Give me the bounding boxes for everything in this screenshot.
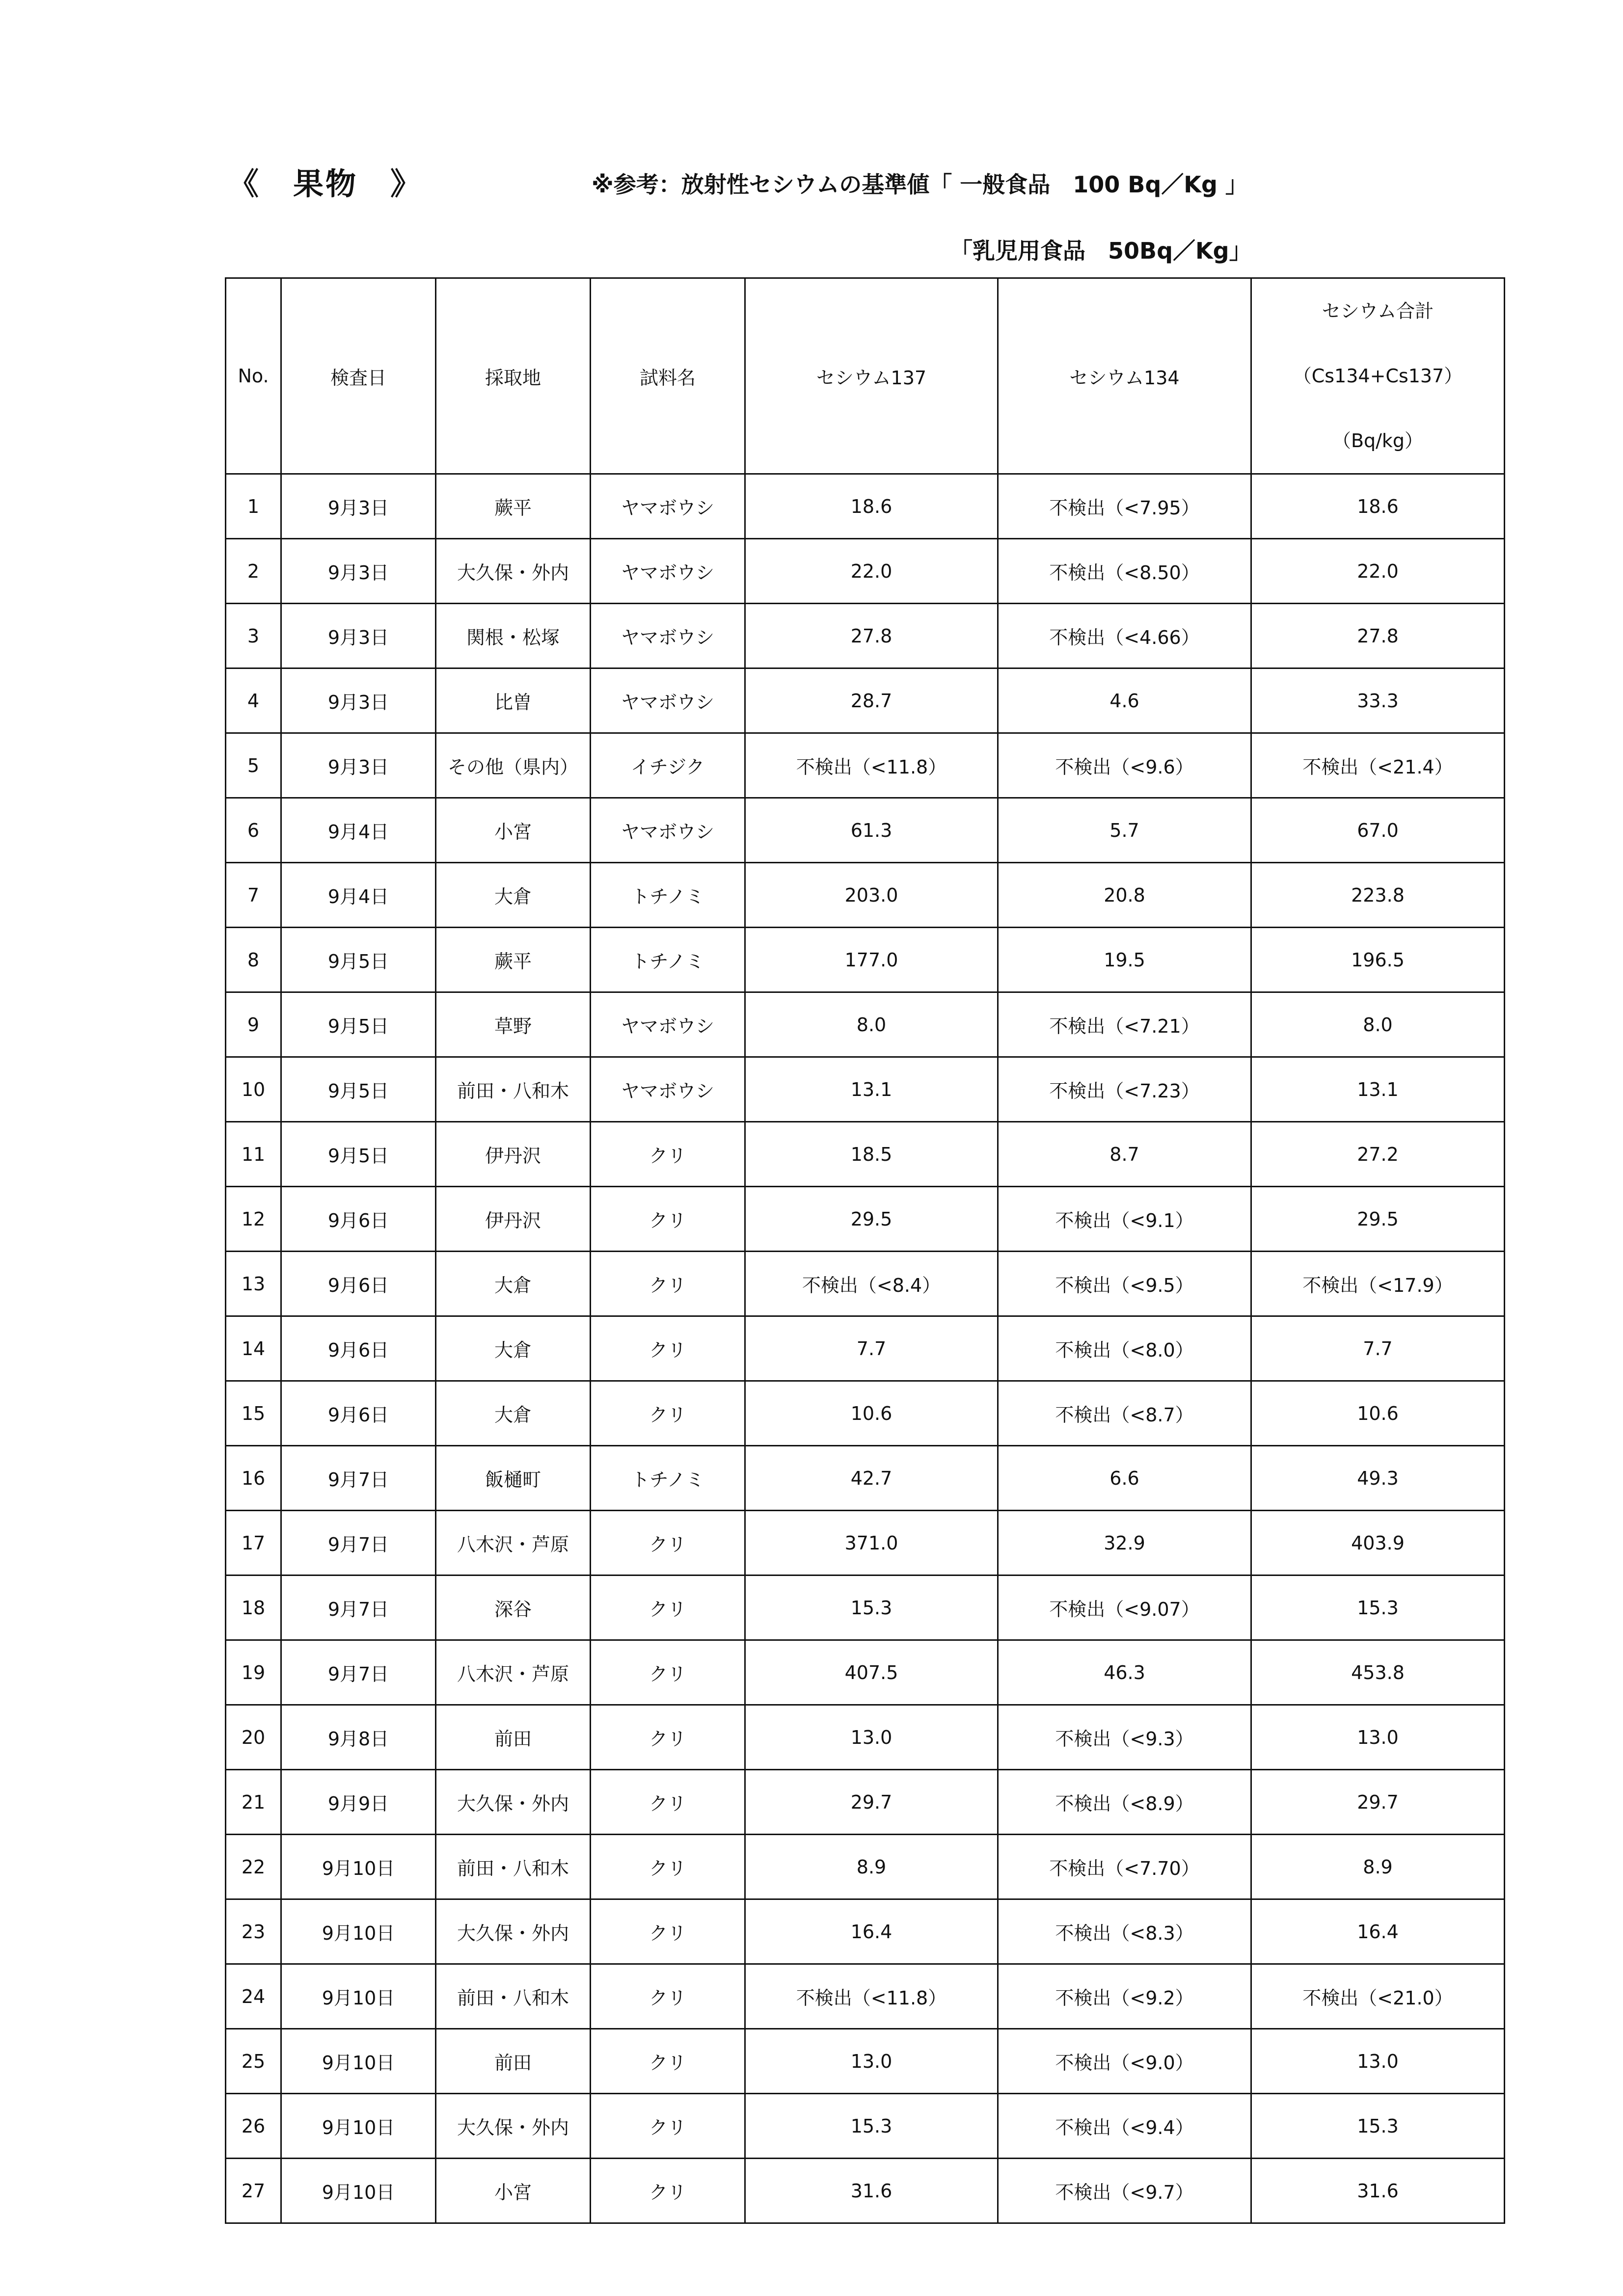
cell-date: 9月3日 bbox=[281, 604, 436, 668]
reference-limit-general: ※参考：放射性セシウムの基準値「 一般食品 100 Bq／Kg 」 bbox=[592, 171, 1248, 198]
cell-cs134: 6.6 bbox=[998, 1446, 1251, 1511]
cell-place: 大久保・外内 bbox=[436, 1770, 591, 1835]
cell-total: 33.3 bbox=[1251, 668, 1505, 733]
cell-sample: ヤマボウシ bbox=[591, 474, 745, 539]
cell-cs134: 不検出（<7.95） bbox=[998, 474, 1251, 539]
cell-no: 17 bbox=[226, 1511, 281, 1575]
cell-no: 1 bbox=[226, 474, 281, 539]
cell-no: 27 bbox=[226, 2159, 281, 2223]
cell-cs137: 7.7 bbox=[745, 1316, 998, 1381]
cell-total: 31.6 bbox=[1251, 2159, 1505, 2223]
table-row bbox=[226, 733, 1505, 798]
cell-total: 403.9 bbox=[1251, 1511, 1505, 1575]
table-row bbox=[226, 1705, 1505, 1770]
cell-no: 3 bbox=[226, 604, 281, 668]
cell-cs134: 不検出（<8.9） bbox=[998, 1770, 1251, 1835]
cell-date: 9月4日 bbox=[281, 798, 436, 863]
cell-total: 不検出（<21.0） bbox=[1251, 1964, 1505, 2029]
cesium-results-table bbox=[225, 277, 1505, 2224]
cell-cs137: 177.0 bbox=[745, 928, 998, 992]
table-row bbox=[226, 798, 1505, 863]
table-row bbox=[226, 539, 1505, 604]
header-sample: 試料名 bbox=[591, 278, 745, 474]
cell-place: 大久保・外内 bbox=[436, 539, 591, 604]
cell-total: 不検出（<17.9） bbox=[1251, 1252, 1505, 1316]
table-row bbox=[226, 1770, 1505, 1835]
cell-place: 大倉 bbox=[436, 1252, 591, 1316]
cell-cs137: 61.3 bbox=[745, 798, 998, 863]
cell-no: 5 bbox=[226, 733, 281, 798]
cell-sample: クリ bbox=[591, 1705, 745, 1770]
cell-date: 9月6日 bbox=[281, 1187, 436, 1252]
cell-place: 大倉 bbox=[436, 1316, 591, 1381]
table-row bbox=[226, 1835, 1505, 1899]
header-no: No. bbox=[226, 278, 281, 474]
header-date: 検査日 bbox=[281, 278, 436, 474]
cell-place: 前田 bbox=[436, 2029, 591, 2094]
cell-cs137: 不検出（<11.8） bbox=[745, 1964, 998, 2029]
table-row bbox=[226, 1252, 1505, 1316]
cell-no: 13 bbox=[226, 1252, 281, 1316]
cell-date: 9月3日 bbox=[281, 539, 436, 604]
cell-place: 伊丹沢 bbox=[436, 1187, 591, 1252]
cell-total: 15.3 bbox=[1251, 2094, 1505, 2159]
cell-total: 27.2 bbox=[1251, 1122, 1505, 1187]
cell-cs134: 不検出（<8.7） bbox=[998, 1381, 1251, 1446]
table-row bbox=[226, 1316, 1505, 1381]
cell-total: 7.7 bbox=[1251, 1316, 1505, 1381]
cell-no: 26 bbox=[226, 2094, 281, 2159]
cell-date: 9月5日 bbox=[281, 992, 436, 1057]
header-total-formula: （Cs134+Cs137） bbox=[1293, 365, 1463, 387]
cell-cs134: 19.5 bbox=[998, 928, 1251, 992]
cell-total: 13.1 bbox=[1251, 1057, 1505, 1122]
cell-cs134: 不検出（<9.2） bbox=[998, 1964, 1251, 2029]
cell-total: 13.0 bbox=[1251, 1705, 1505, 1770]
cell-cs134: 不検出（<8.0） bbox=[998, 1316, 1251, 1381]
cell-sample: クリ bbox=[591, 1122, 745, 1187]
cell-no: 25 bbox=[226, 2029, 281, 2094]
cell-cs134: 不検出（<9.4） bbox=[998, 2094, 1251, 2159]
cell-total: 16.4 bbox=[1251, 1899, 1505, 1964]
page-title: 《 果物 》 bbox=[228, 166, 423, 202]
cell-cs137: 22.0 bbox=[745, 539, 998, 604]
cell-place: 八木沢・芦原 bbox=[436, 1511, 591, 1575]
table-row bbox=[226, 1187, 1505, 1252]
cell-place: 八木沢・芦原 bbox=[436, 1640, 591, 1705]
cell-no: 6 bbox=[226, 798, 281, 863]
cell-place: 大久保・外内 bbox=[436, 1899, 591, 1964]
cell-cs134: 46.3 bbox=[998, 1640, 1251, 1705]
cell-date: 9月10日 bbox=[281, 2029, 436, 2094]
cell-sample: ヤマボウシ bbox=[591, 539, 745, 604]
cell-no: 21 bbox=[226, 1770, 281, 1835]
cell-place: 前田・八和木 bbox=[436, 1057, 591, 1122]
cell-sample: クリ bbox=[591, 1899, 745, 1964]
cell-sample: クリ bbox=[591, 2094, 745, 2159]
cell-date: 9月6日 bbox=[281, 1316, 436, 1381]
cell-total: 13.0 bbox=[1251, 2029, 1505, 2094]
cell-sample: クリ bbox=[591, 1575, 745, 1640]
cell-no: 22 bbox=[226, 1835, 281, 1899]
cell-cs134: 不検出（<9.7） bbox=[998, 2159, 1251, 2223]
cell-no: 9 bbox=[226, 992, 281, 1057]
header-place: 採取地 bbox=[436, 278, 591, 474]
cell-place: 蕨平 bbox=[436, 928, 591, 992]
cell-place: その他（県内） bbox=[436, 733, 591, 798]
table-row bbox=[226, 1511, 1505, 1575]
cell-place: 大久保・外内 bbox=[436, 2094, 591, 2159]
cell-sample: クリ bbox=[591, 1770, 745, 1835]
table-row bbox=[226, 1446, 1505, 1511]
cell-date: 9月6日 bbox=[281, 1252, 436, 1316]
cell-cs137: 29.5 bbox=[745, 1187, 998, 1252]
cell-total: 49.3 bbox=[1251, 1446, 1505, 1511]
cell-date: 9月5日 bbox=[281, 1122, 436, 1187]
table-row bbox=[226, 1575, 1505, 1640]
table-row bbox=[226, 2159, 1505, 2223]
cell-date: 9月10日 bbox=[281, 2159, 436, 2223]
cell-date: 9月10日 bbox=[281, 1899, 436, 1964]
cell-cs137: 29.7 bbox=[745, 1770, 998, 1835]
cell-date: 9月6日 bbox=[281, 1381, 436, 1446]
cell-sample: クリ bbox=[591, 1835, 745, 1899]
cell-place: 前田・八和木 bbox=[436, 1964, 591, 2029]
cell-date: 9月10日 bbox=[281, 1835, 436, 1899]
cell-no: 14 bbox=[226, 1316, 281, 1381]
cell-no: 8 bbox=[226, 928, 281, 992]
cell-date: 9月3日 bbox=[281, 733, 436, 798]
cell-cs137: 407.5 bbox=[745, 1640, 998, 1705]
cell-cs137: 10.6 bbox=[745, 1381, 998, 1446]
cell-no: 7 bbox=[226, 863, 281, 928]
cell-cs134: 不検出（<9.5） bbox=[998, 1252, 1251, 1316]
cell-date: 9月7日 bbox=[281, 1575, 436, 1640]
cell-total: 453.8 bbox=[1251, 1640, 1505, 1705]
cell-place: 深谷 bbox=[436, 1575, 591, 1640]
cell-cs137: 13.1 bbox=[745, 1057, 998, 1122]
cell-date: 9月5日 bbox=[281, 928, 436, 992]
cell-sample: クリ bbox=[591, 1640, 745, 1705]
cell-cs134: 不検出（<7.23） bbox=[998, 1057, 1251, 1122]
cell-sample: クリ bbox=[591, 1252, 745, 1316]
cell-cs137: 203.0 bbox=[745, 863, 998, 928]
table-row bbox=[226, 992, 1505, 1057]
cell-cs137: 18.5 bbox=[745, 1122, 998, 1187]
cell-cs137: 15.3 bbox=[745, 1575, 998, 1640]
header-total bbox=[1251, 278, 1505, 474]
cell-cs134: 不検出（<7.21） bbox=[998, 992, 1251, 1057]
cell-sample: クリ bbox=[591, 2029, 745, 2094]
cell-date: 9月3日 bbox=[281, 668, 436, 733]
cell-sample: ヤマボウシ bbox=[591, 604, 745, 668]
cell-total: 223.8 bbox=[1251, 863, 1505, 928]
table-row bbox=[226, 1057, 1505, 1122]
cell-cs134: 不検出（<8.3） bbox=[998, 1899, 1251, 1964]
cell-total: 67.0 bbox=[1251, 798, 1505, 863]
header-cs134: セシウム134 bbox=[998, 278, 1251, 474]
table-row bbox=[226, 668, 1505, 733]
cell-sample: トチノミ bbox=[591, 928, 745, 992]
cell-cs137: 18.6 bbox=[745, 474, 998, 539]
cell-sample: クリ bbox=[591, 1511, 745, 1575]
table-row bbox=[226, 863, 1505, 928]
cell-cs137: 15.3 bbox=[745, 2094, 998, 2159]
cell-no: 18 bbox=[226, 1575, 281, 1640]
cell-date: 9月10日 bbox=[281, 1964, 436, 2029]
cell-no: 10 bbox=[226, 1057, 281, 1122]
header-row bbox=[226, 278, 1505, 474]
cell-cs137: 8.9 bbox=[745, 1835, 998, 1899]
cell-place: 関根・松塚 bbox=[436, 604, 591, 668]
cell-no: 4 bbox=[226, 668, 281, 733]
cell-total: 196.5 bbox=[1251, 928, 1505, 992]
table-row bbox=[226, 1964, 1505, 2029]
cell-date: 9月7日 bbox=[281, 1446, 436, 1511]
cell-sample: イチジク bbox=[591, 733, 745, 798]
cell-cs134: 20.8 bbox=[998, 863, 1251, 928]
cell-total: 8.0 bbox=[1251, 992, 1505, 1057]
cell-cs134: 4.6 bbox=[998, 668, 1251, 733]
cell-cs137: 42.7 bbox=[745, 1446, 998, 1511]
cell-total: 29.5 bbox=[1251, 1187, 1505, 1252]
cell-cs137: 27.8 bbox=[745, 604, 998, 668]
table-row bbox=[226, 2094, 1505, 2159]
cell-sample: クリ bbox=[591, 1316, 745, 1381]
cell-date: 9月7日 bbox=[281, 1511, 436, 1575]
cell-sample: クリ bbox=[591, 2159, 745, 2223]
cell-no: 12 bbox=[226, 1187, 281, 1252]
cell-date: 9月3日 bbox=[281, 474, 436, 539]
cell-cs134: 不検出（<9.07） bbox=[998, 1575, 1251, 1640]
cell-no: 16 bbox=[226, 1446, 281, 1511]
cell-sample: ヤマボウシ bbox=[591, 992, 745, 1057]
cell-no: 2 bbox=[226, 539, 281, 604]
cell-total: 10.6 bbox=[1251, 1381, 1505, 1446]
cell-cs134: 32.9 bbox=[998, 1511, 1251, 1575]
table-row bbox=[226, 1899, 1505, 1964]
cell-cs137: 13.0 bbox=[745, 1705, 998, 1770]
cell-place: 前田 bbox=[436, 1705, 591, 1770]
cell-cs134: 不検出（<8.50） bbox=[998, 539, 1251, 604]
cell-date: 9月8日 bbox=[281, 1705, 436, 1770]
cell-cs137: 13.0 bbox=[745, 2029, 998, 2094]
header-total-unit: （Bq/kg） bbox=[1332, 430, 1424, 452]
cell-place: 大倉 bbox=[436, 863, 591, 928]
cell-place: 前田・八和木 bbox=[436, 1835, 591, 1899]
cell-cs137: 371.0 bbox=[745, 1511, 998, 1575]
cell-cs134: 8.7 bbox=[998, 1122, 1251, 1187]
cell-cs137: 28.7 bbox=[745, 668, 998, 733]
cell-place: 伊丹沢 bbox=[436, 1122, 591, 1187]
table-row bbox=[226, 474, 1505, 539]
cell-total: 29.7 bbox=[1251, 1770, 1505, 1835]
cell-place: 大倉 bbox=[436, 1381, 591, 1446]
cell-cs137: 不検出（<8.4） bbox=[745, 1252, 998, 1316]
header-cs137: セシウム137 bbox=[745, 278, 998, 474]
cell-date: 9月10日 bbox=[281, 2094, 436, 2159]
cell-cs134: 不検出（<9.3） bbox=[998, 1705, 1251, 1770]
cell-cs134: 不検出（<9.1） bbox=[998, 1187, 1251, 1252]
cell-no: 19 bbox=[226, 1640, 281, 1705]
cell-place: 小宮 bbox=[436, 798, 591, 863]
table-row bbox=[226, 2029, 1505, 2094]
cell-no: 24 bbox=[226, 1964, 281, 2029]
cell-cs134: 不検出（<4.66） bbox=[998, 604, 1251, 668]
cell-total: 27.8 bbox=[1251, 604, 1505, 668]
header-total-label: セシウム合計 bbox=[1322, 300, 1434, 322]
cell-sample: クリ bbox=[591, 1381, 745, 1446]
table-row bbox=[226, 604, 1505, 668]
cell-place: 飯樋町 bbox=[436, 1446, 591, 1511]
table-row bbox=[226, 1381, 1505, 1446]
cell-date: 9月9日 bbox=[281, 1770, 436, 1835]
cell-total: 15.3 bbox=[1251, 1575, 1505, 1640]
cell-cs134: 不検出（<9.6） bbox=[998, 733, 1251, 798]
cell-total: 不検出（<21.4） bbox=[1251, 733, 1505, 798]
cell-cs134: 不検出（<9.0） bbox=[998, 2029, 1251, 2094]
cell-sample: トチノミ bbox=[591, 863, 745, 928]
cell-cs134: 不検出（<7.70） bbox=[998, 1835, 1251, 1899]
cell-date: 9月7日 bbox=[281, 1640, 436, 1705]
cell-no: 23 bbox=[226, 1899, 281, 1964]
cell-total: 8.9 bbox=[1251, 1835, 1505, 1899]
cell-cs137: 31.6 bbox=[745, 2159, 998, 2223]
cell-date: 9月5日 bbox=[281, 1057, 436, 1122]
cell-sample: ヤマボウシ bbox=[591, 798, 745, 863]
cell-place: 小宮 bbox=[436, 2159, 591, 2223]
cell-sample: ヤマボウシ bbox=[591, 1057, 745, 1122]
cell-place: 草野 bbox=[436, 992, 591, 1057]
cell-cs134: 5.7 bbox=[998, 798, 1251, 863]
cell-no: 15 bbox=[226, 1381, 281, 1446]
cell-cs137: 不検出（<11.8） bbox=[745, 733, 998, 798]
cell-date: 9月4日 bbox=[281, 863, 436, 928]
cell-cs137: 16.4 bbox=[745, 1899, 998, 1964]
cell-no: 11 bbox=[226, 1122, 281, 1187]
reference-limit-infant: 「乳児用食品 50Bq／Kg」 bbox=[950, 238, 1252, 264]
cell-place: 比曽 bbox=[436, 668, 591, 733]
cell-place: 蕨平 bbox=[436, 474, 591, 539]
cell-sample: ヤマボウシ bbox=[591, 668, 745, 733]
table-row bbox=[226, 928, 1505, 992]
cell-total: 18.6 bbox=[1251, 474, 1505, 539]
table-row bbox=[226, 1640, 1505, 1705]
table-row bbox=[226, 1122, 1505, 1187]
cell-total: 22.0 bbox=[1251, 539, 1505, 604]
cell-sample: トチノミ bbox=[591, 1446, 745, 1511]
cell-sample: クリ bbox=[591, 1187, 745, 1252]
cell-cs137: 8.0 bbox=[745, 992, 998, 1057]
cell-no: 20 bbox=[226, 1705, 281, 1770]
cell-sample: クリ bbox=[591, 1964, 745, 2029]
